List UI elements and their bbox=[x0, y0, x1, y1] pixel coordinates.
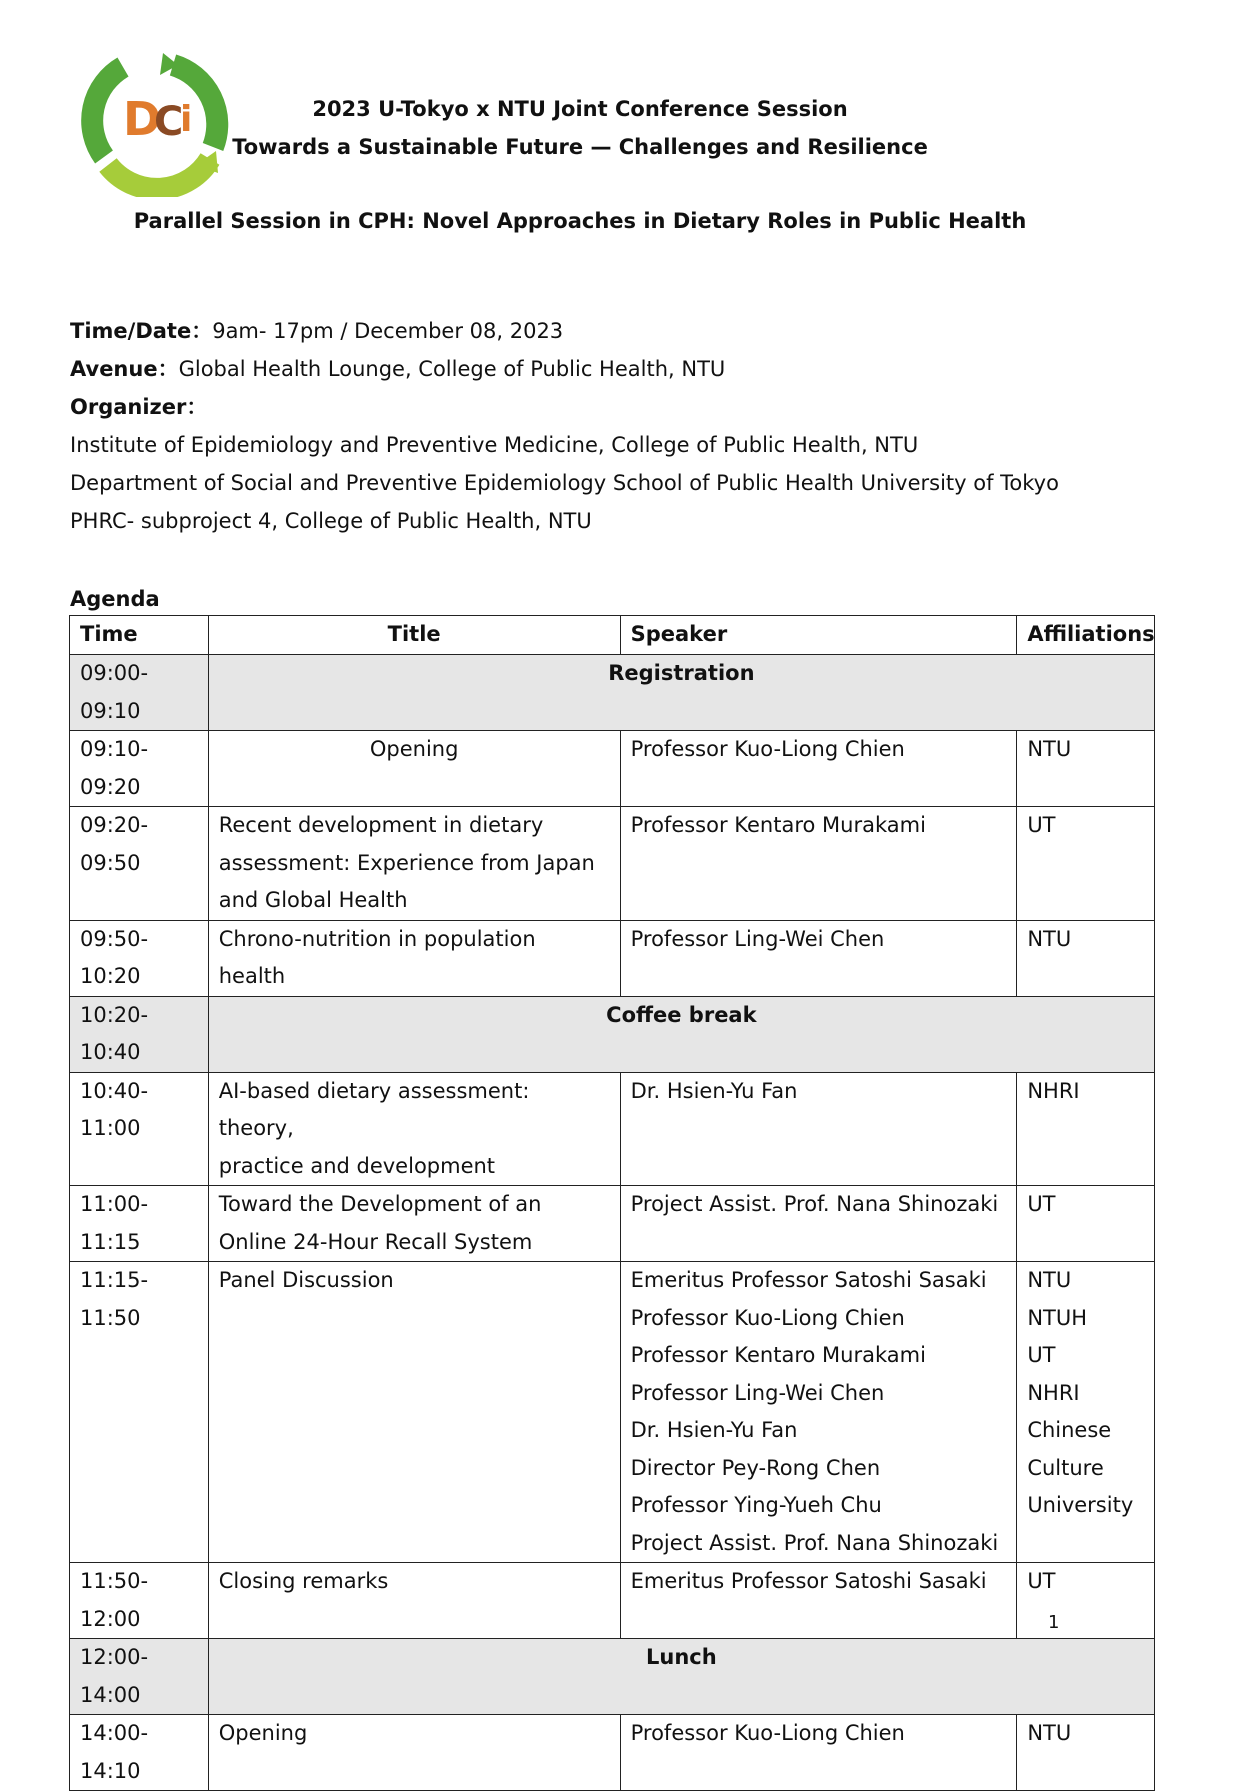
agenda-table bbox=[69, 615, 1155, 1791]
agenda-title-cell bbox=[208, 920, 620, 996]
agenda-heading: Agenda bbox=[70, 587, 160, 611]
agenda-title: Recent development in dietary bbox=[218, 813, 544, 837]
agenda-affiliation-cell bbox=[1017, 1072, 1155, 1186]
header-title: Title bbox=[208, 616, 620, 655]
agenda-break-label: Coffee break bbox=[208, 996, 1154, 1072]
agenda-affiliation: NTU bbox=[1027, 926, 1072, 951]
agenda-title: Chrono-nutrition in population bbox=[218, 926, 536, 951]
agenda-speaker: Professor Kuo-Liong Chien bbox=[630, 1721, 905, 1745]
agenda-row bbox=[70, 731, 1155, 807]
conference-subtitle: Towards a Sustainable Future — Challenges and Resilience bbox=[232, 135, 928, 159]
agenda-affiliation-cell bbox=[1017, 807, 1155, 921]
agenda-affiliation-cell bbox=[1017, 1563, 1155, 1639]
agenda-speaker-cell bbox=[620, 920, 1017, 996]
agenda-title: AI-based dietary assessment: theory, bbox=[218, 1078, 530, 1140]
agenda-speaker: Project Assist. Prof. Nana Shinozaki bbox=[630, 1530, 999, 1555]
agenda-row bbox=[70, 807, 1155, 921]
time-date-value: 9am- 17pm / December 08, 2023 bbox=[212, 319, 564, 343]
agenda-time: 09:10-09:20 bbox=[70, 731, 209, 807]
avenue-value: Global Health Lounge, College of Public Health, NTU bbox=[178, 357, 726, 381]
avenue-label: Avenue bbox=[70, 357, 158, 381]
agenda-title-cell bbox=[208, 1186, 620, 1262]
agenda-speaker: Dr. Hsien-Yu Fan bbox=[630, 1078, 798, 1103]
organizer-item: PHRC- subproject 4, College of Public Health, NTU bbox=[70, 509, 592, 533]
agenda-title-cell bbox=[208, 1262, 620, 1563]
agenda-affiliation-cell bbox=[1017, 731, 1155, 807]
agenda-affiliation: Chinese bbox=[1027, 1418, 1112, 1442]
agenda-speaker-cell bbox=[620, 1186, 1017, 1262]
agenda-affiliation-cell bbox=[1017, 920, 1155, 996]
agenda-time: 14:00-14:10 bbox=[70, 1715, 209, 1791]
agenda-title-cell bbox=[208, 807, 620, 921]
organizer-item: Institute of Epidemiology and Preventive Medicine, College of Public Health, NTU bbox=[70, 433, 919, 457]
page-number: 1 bbox=[1048, 1612, 1060, 1633]
agenda-affiliation: UT bbox=[1027, 1343, 1056, 1367]
agenda-affiliation: NTUH bbox=[1027, 1305, 1088, 1330]
agenda-speaker: Emeritus Professor Satoshi Sasaki bbox=[630, 1268, 987, 1292]
agenda-title: and Global Health bbox=[218, 888, 408, 912]
logo-mark-letter-d: D bbox=[123, 92, 162, 146]
agenda-header-row bbox=[70, 616, 1155, 655]
agenda-affiliation: UT bbox=[1027, 1569, 1056, 1593]
agenda-speaker-cell bbox=[620, 1262, 1017, 1563]
agenda-row bbox=[70, 1262, 1155, 1563]
header-affiliations: Affiliations bbox=[1017, 616, 1155, 655]
time-date-line bbox=[70, 317, 563, 345]
agenda-speaker-cell bbox=[620, 731, 1017, 807]
agenda-body bbox=[70, 655, 1155, 1791]
agenda-speaker-cell bbox=[620, 1563, 1017, 1639]
agenda-break-label: Registration bbox=[208, 655, 1154, 731]
agenda-speaker: Professor Kentaro Murakami bbox=[630, 1343, 926, 1367]
agenda-speaker: Professor Kuo-Liong Chien bbox=[630, 1305, 905, 1330]
agenda-time: 09:00-09:10 bbox=[70, 655, 209, 731]
organizer-label: Organizer bbox=[70, 395, 187, 419]
agenda-affiliation: NTU bbox=[1027, 737, 1072, 761]
conference-title: 2023 U-Tokyo x NTU Joint Conference Session bbox=[312, 97, 848, 121]
agenda-affiliation: UT bbox=[1027, 1192, 1056, 1216]
agenda-speaker-cell bbox=[620, 1715, 1017, 1791]
agenda-affiliation-cell bbox=[1017, 1186, 1155, 1262]
agenda-title: health bbox=[218, 964, 286, 988]
logo bbox=[78, 47, 233, 197]
header-time: Time bbox=[70, 616, 209, 655]
agenda-speaker: Professor Kuo-Liong Chien bbox=[630, 737, 905, 761]
agenda-affiliation-cell bbox=[1017, 1262, 1155, 1563]
agenda-title: Closing remarks bbox=[218, 1569, 389, 1593]
agenda-speaker: Director Pey-Rong Chen bbox=[630, 1455, 881, 1480]
agenda-affiliation: UT bbox=[1027, 813, 1056, 837]
agenda-affiliation: NHRI bbox=[1027, 1380, 1080, 1405]
agenda-affiliation-cell bbox=[1017, 1715, 1155, 1791]
agenda-speaker: Professor Ying-Yueh Chu bbox=[630, 1493, 882, 1517]
time-date-separator: ： bbox=[191, 319, 213, 343]
agenda-row bbox=[70, 1715, 1155, 1791]
time-date-label: Time/Date bbox=[70, 319, 192, 343]
agenda-time: 11:50-12:00 bbox=[70, 1563, 209, 1639]
agenda-speaker: Project Assist. Prof. Nana Shinozaki bbox=[630, 1192, 999, 1216]
agenda-speaker-cell bbox=[620, 807, 1017, 921]
agenda-break-row bbox=[70, 655, 1155, 731]
agenda-title-cell bbox=[208, 1563, 620, 1639]
agenda-time: 09:50-10:20 bbox=[70, 920, 209, 996]
agenda-title: Panel Discussion bbox=[218, 1268, 394, 1292]
agenda-speaker: Professor Ling-Wei Chen bbox=[630, 1380, 885, 1405]
agenda-break-row bbox=[70, 996, 1155, 1072]
session-title: Parallel Session in CPH: Novel Approaches in Dietary Roles in Public Health bbox=[133, 209, 1027, 233]
agenda-time: 10:40-11:00 bbox=[70, 1072, 209, 1186]
agenda-time: 10:20-10:40 bbox=[70, 996, 209, 1072]
agenda-title: Opening bbox=[369, 737, 459, 761]
organizer-item: Department of Social and Preventive Epidemiology School of Public Health University of Tokyo bbox=[70, 471, 1059, 495]
agenda-break-label: Lunch bbox=[208, 1639, 1154, 1715]
agenda-title: assessment: Experience from Japan bbox=[218, 850, 595, 875]
agenda-row bbox=[70, 1186, 1155, 1262]
agenda-speaker: Professor Ling-Wei Chen bbox=[630, 926, 885, 951]
agenda-title: practice and development bbox=[218, 1153, 496, 1178]
avenue-line bbox=[70, 355, 725, 383]
agenda-time: 12:00-14:00 bbox=[70, 1639, 209, 1715]
organizer-line bbox=[70, 393, 207, 421]
agenda-time: 11:15-11:50 bbox=[70, 1262, 209, 1563]
logo-emblem bbox=[78, 47, 233, 197]
agenda-affiliation: University bbox=[1027, 1493, 1134, 1517]
agenda-time: 11:00-11:15 bbox=[70, 1186, 209, 1262]
logo-mark-letter-i: i bbox=[180, 99, 193, 140]
agenda-title: Toward the Development of an bbox=[218, 1192, 542, 1216]
agenda-break-row bbox=[70, 1639, 1155, 1715]
agenda-title: Opening bbox=[218, 1721, 308, 1745]
agenda-title-cell bbox=[208, 731, 620, 807]
avenue-separator: ： bbox=[157, 357, 179, 381]
agenda-title-cell bbox=[208, 1072, 620, 1186]
agenda-time: 09:20-09:50 bbox=[70, 807, 209, 921]
agenda-speaker: Emeritus Professor Satoshi Sasaki bbox=[630, 1569, 987, 1593]
agenda-row bbox=[70, 1072, 1155, 1186]
agenda-affiliation: NTU bbox=[1027, 1721, 1072, 1745]
agenda-speaker-cell bbox=[620, 1072, 1017, 1186]
agenda-affiliation: NHRI bbox=[1027, 1078, 1080, 1103]
header-speaker: Speaker bbox=[620, 616, 1017, 655]
agenda-row bbox=[70, 1563, 1155, 1639]
agenda-speaker: Dr. Hsien-Yu Fan bbox=[630, 1418, 798, 1442]
agenda-speaker: Professor Kentaro Murakami bbox=[630, 813, 926, 837]
agenda-row bbox=[70, 920, 1155, 996]
agenda-title: Online 24-Hour Recall System bbox=[218, 1229, 533, 1254]
agenda-affiliation: NTU bbox=[1027, 1268, 1072, 1292]
organizer-separator: ： bbox=[186, 395, 208, 419]
agenda-title-cell bbox=[208, 1715, 620, 1791]
logo-mark-letter-c: C bbox=[154, 99, 184, 145]
agenda-affiliation: Culture bbox=[1027, 1455, 1104, 1480]
